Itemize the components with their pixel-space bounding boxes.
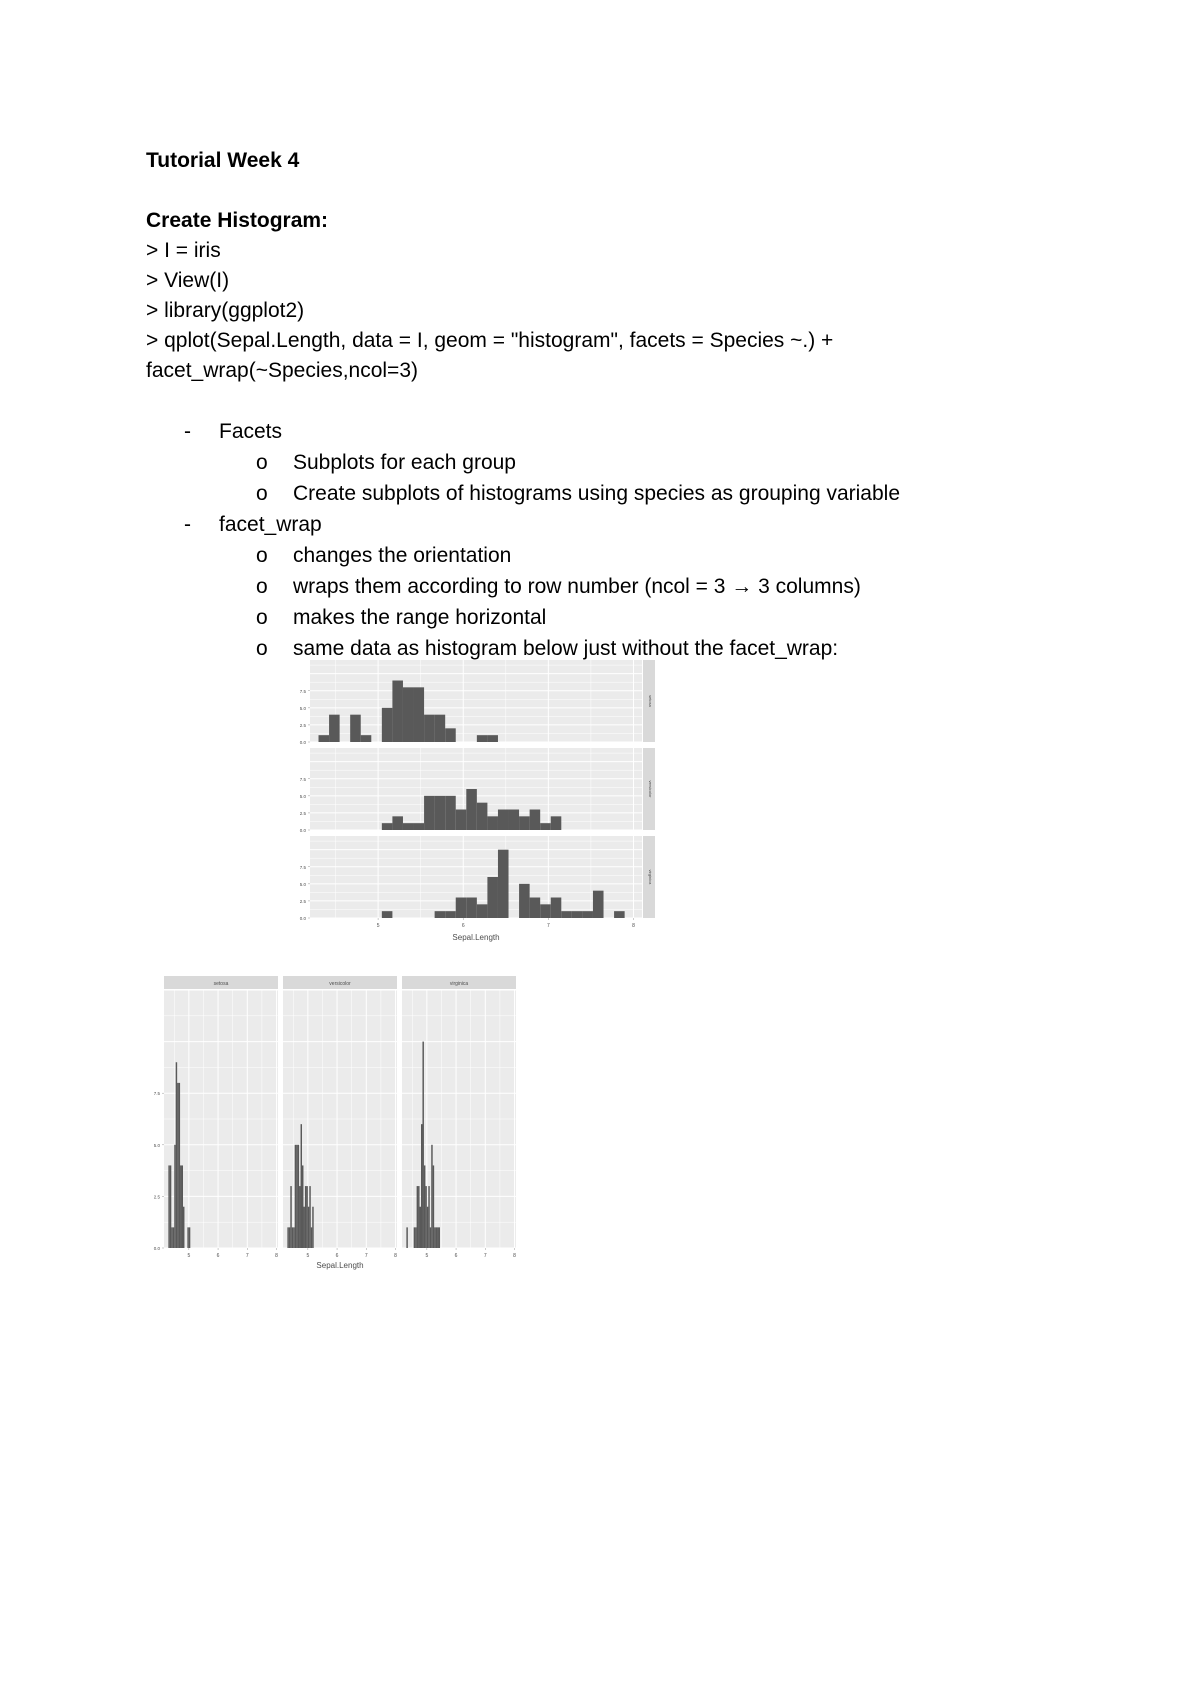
histogram-bar <box>319 735 330 742</box>
histogram-bar <box>382 911 393 918</box>
dash-marker: - <box>184 420 191 443</box>
code-line: > I = iris <box>146 239 221 262</box>
x-tick-label: 7 <box>546 923 550 929</box>
histogram-bar <box>421 1124 422 1248</box>
y-tick-label: 0.0 <box>153 1246 160 1251</box>
histogram-bar <box>424 796 435 830</box>
histogram-bar <box>292 1227 293 1248</box>
x-tick-label: 8 <box>275 1253 278 1259</box>
histogram-bar <box>477 735 488 742</box>
x-tick-label: 5 <box>187 1253 191 1259</box>
histogram-bar <box>403 687 414 742</box>
histogram-bar <box>530 898 541 919</box>
histogram-bar <box>436 1227 437 1248</box>
histogram-bar <box>551 898 562 919</box>
histogram-bar <box>530 810 541 831</box>
histogram-bar <box>303 1207 304 1248</box>
histogram-bar <box>424 715 435 742</box>
histogram-bar <box>420 1207 421 1248</box>
histogram-bar <box>298 1145 299 1248</box>
sub-bullet <box>146 571 1046 602</box>
y-tick-label: 7.5 <box>153 1091 160 1097</box>
facet-strip-label: virginica <box>648 869 653 885</box>
histogram-bar <box>422 1042 423 1248</box>
histogram-bar <box>414 823 425 830</box>
histogram-bar <box>437 1227 438 1248</box>
histogram-bar <box>308 1207 309 1248</box>
histogram-bar <box>406 1227 407 1248</box>
histogram-bar <box>425 1186 426 1248</box>
histogram-bar <box>487 877 498 918</box>
facet-strip-label: versicolor <box>648 780 653 798</box>
histogram-bar <box>301 1124 302 1248</box>
circle-marker: o <box>256 637 268 660</box>
y-tick-label: 2.5 <box>299 810 306 816</box>
histogram-bar <box>428 1186 429 1248</box>
histogram-bar <box>392 681 403 743</box>
x-tick-label: 8 <box>513 1253 516 1259</box>
x-tick-label: 7 <box>483 1253 487 1259</box>
histogram-bar <box>417 1186 418 1248</box>
histogram-bar <box>176 1062 177 1248</box>
y-tick-label: 5.0 <box>299 705 306 711</box>
histogram-bar <box>487 816 498 830</box>
x-tick-label: 8 <box>394 1253 397 1259</box>
histogram-bar <box>445 911 456 918</box>
y-tick-label: 0.0 <box>299 740 306 745</box>
histogram-bar <box>171 1227 172 1248</box>
histogram-bar <box>614 911 625 918</box>
y-tick-label: 7.5 <box>299 688 306 694</box>
histogram-bar <box>487 735 498 742</box>
histogram-bar <box>418 1186 419 1248</box>
bullet-label: Facets <box>219 420 283 443</box>
histogram-bar <box>403 823 414 830</box>
section-heading: Create Histogram: <box>146 209 329 232</box>
histogram-bar <box>540 904 551 918</box>
histogram-bar <box>289 1227 290 1248</box>
histogram-bar <box>415 1227 416 1248</box>
histogram-bar <box>295 1145 296 1248</box>
x-tick-label: 8 <box>632 923 635 929</box>
histogram-bar <box>439 1227 440 1248</box>
x-axis-title: Sepal.Length <box>316 1261 364 1270</box>
histogram-bar <box>445 728 456 742</box>
sub-bullet <box>146 478 1046 509</box>
circle-marker: o <box>256 606 268 629</box>
circle-marker: o <box>256 482 268 505</box>
sub-bullet <box>146 540 1046 571</box>
y-tick-label: 5.0 <box>153 1142 160 1148</box>
histogram-bar <box>466 898 477 919</box>
histogram-bar <box>519 816 530 830</box>
histogram-bar <box>382 823 393 830</box>
histogram-bar <box>431 1145 432 1248</box>
histogram-bar <box>311 1227 312 1248</box>
histogram-bar <box>179 1083 180 1248</box>
facet-strip-label: setosa <box>648 695 653 707</box>
x-tick-label: 7 <box>245 1253 249 1259</box>
histogram-bar <box>561 911 572 918</box>
histogram-bar <box>445 796 456 830</box>
histogram-bar <box>302 1165 303 1248</box>
sub-bullet-label: Create subplots of histograms using species as grouping variable <box>293 482 901 505</box>
histogram-bar <box>582 911 593 918</box>
y-tick-label: 2.5 <box>153 1194 160 1200</box>
code-line: > library(ggplot2) <box>146 299 305 322</box>
x-tick-label: 6 <box>216 1253 220 1259</box>
histogram-bar <box>174 1145 175 1248</box>
histogram-bar <box>182 1165 183 1248</box>
histogram-bar <box>430 1227 431 1248</box>
page-title: Tutorial Week 4 <box>146 149 300 172</box>
histogram-bar <box>477 803 488 830</box>
facet-strip-label: virginica <box>449 981 469 987</box>
facet-wrap-histogram <box>148 974 530 1274</box>
histogram-bar <box>433 1165 434 1248</box>
histogram-bar <box>593 891 604 918</box>
histogram-bar <box>498 810 509 831</box>
histogram-bar <box>414 1227 415 1248</box>
x-tick-label: 5 <box>376 923 380 929</box>
histogram-bar <box>414 687 425 742</box>
y-tick-label: 5.0 <box>299 793 306 799</box>
sub-bullet <box>146 447 1046 478</box>
y-tick-label: 7.5 <box>299 776 306 782</box>
histogram-bar <box>382 708 393 742</box>
x-tick-label: 6 <box>461 923 465 929</box>
facet-strip-label: versicolor <box>329 981 351 987</box>
histogram-bar <box>189 1227 190 1248</box>
code-line: > View(I) <box>146 269 230 292</box>
histogram-bar <box>168 1165 169 1248</box>
y-tick-label: 2.5 <box>299 722 306 728</box>
document-body <box>146 146 1046 664</box>
histogram-bar <box>435 911 446 918</box>
histogram-bar <box>180 1165 181 1248</box>
histogram-bar <box>306 1186 307 1248</box>
histogram-bar <box>177 1083 178 1248</box>
histogram-bar <box>299 1186 300 1248</box>
histogram-bar <box>170 1165 171 1248</box>
y-tick-label: 2.5 <box>299 898 306 904</box>
histogram-bar <box>183 1207 184 1248</box>
bullet-facet-wrap <box>146 509 1046 540</box>
y-tick-label: 0.0 <box>299 828 306 833</box>
histogram-bar <box>361 735 372 742</box>
histogram-bar <box>329 715 340 742</box>
histogram-bar <box>540 823 551 830</box>
x-tick-label: 6 <box>335 1253 339 1259</box>
sub-bullet-label: Subplots for each group <box>293 451 516 474</box>
sub-bullet-label: same data as histogram below just without the facet_wrap: <box>293 637 839 660</box>
histogram-bar <box>434 1227 435 1248</box>
sub-bullet-label: makes the range horizontal <box>293 606 547 629</box>
facet-grid-histogram <box>286 658 666 948</box>
histogram-bar <box>350 715 361 742</box>
histogram-bar <box>287 1227 288 1248</box>
sub-bullet <box>146 602 1046 633</box>
x-tick-label: 5 <box>306 1253 310 1259</box>
histogram-bar <box>456 898 467 919</box>
histogram-bar <box>424 1165 425 1248</box>
circle-marker: o <box>256 575 268 598</box>
circle-marker: o <box>256 544 268 567</box>
y-tick-label: 7.5 <box>299 864 306 870</box>
histogram-bar <box>312 1207 313 1248</box>
x-tick-label: 7 <box>364 1253 368 1259</box>
histogram-bar <box>435 796 446 830</box>
x-tick-label: 5 <box>425 1253 429 1259</box>
histogram-bar <box>551 816 562 830</box>
histogram-bar <box>427 1207 428 1248</box>
histogram-bar <box>519 884 530 918</box>
bullet-label: facet_wrap <box>219 513 322 536</box>
code-line: > qplot(Sepal.Length, data = I, geom = "histogram", facets = Species ~.) + <box>146 329 834 352</box>
histogram-bar <box>290 1186 291 1248</box>
histogram-bar <box>293 1227 294 1248</box>
histogram-bar <box>456 810 467 831</box>
y-tick-label: 5.0 <box>299 881 306 887</box>
dash-marker: - <box>184 513 191 536</box>
histogram-bar <box>466 789 477 830</box>
x-tick-label: 6 <box>454 1253 458 1259</box>
histogram-bar <box>309 1186 310 1248</box>
sub-bullet-label: wraps them according to row number (ncol = 3 → 3 columns) <box>293 575 861 598</box>
histogram-bar <box>173 1227 174 1248</box>
histogram-bar <box>392 816 403 830</box>
histogram-bar <box>498 850 509 918</box>
bullet-facets <box>146 416 1046 447</box>
histogram-bar <box>305 1186 306 1248</box>
histogram-bar <box>187 1227 188 1248</box>
histogram-bar <box>435 715 446 742</box>
facet-strip-label: setosa <box>213 981 229 987</box>
y-tick-label: 0.0 <box>299 916 306 921</box>
sub-bullet-label: changes the orientation <box>293 544 512 567</box>
circle-marker: o <box>256 451 268 474</box>
histogram-bar <box>509 810 520 831</box>
x-axis-title: Sepal.Length <box>452 933 500 942</box>
histogram-bar <box>477 904 488 918</box>
code-line: facet_wrap(~Species,ncol=3) <box>146 359 418 382</box>
histogram-bar <box>572 911 583 918</box>
histogram-bar <box>296 1145 297 1248</box>
